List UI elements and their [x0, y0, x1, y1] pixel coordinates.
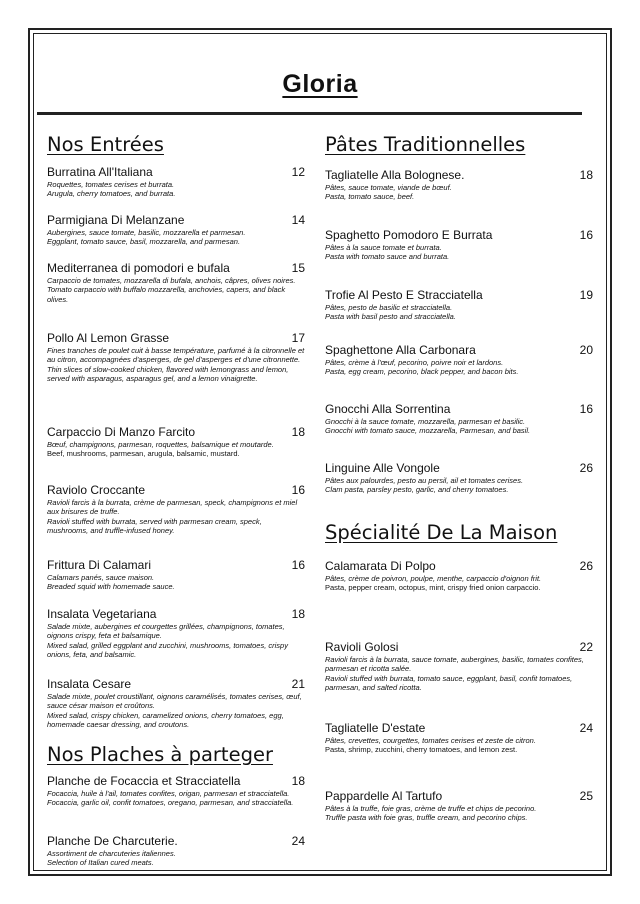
item-description-en: Ravioli stuffed with burrata, tomato sauce, eggplant, basil, confit tomatoes, parmesan, and salted ricotta. [325, 673, 573, 692]
restaurant-title: Gloria [282, 70, 358, 98]
menu-item [325, 461, 593, 495]
item-description-fr: Salade mixte, poulet croustillant, oignons caramélisés, tomates cerises, œuf, sauce césar maison et croûtons. [47, 692, 302, 711]
item-name: Burratina All'Italiana [47, 165, 153, 179]
item-name: Insalata Cesare [47, 677, 132, 691]
item-name: Frittura Di Calamari [47, 558, 152, 572]
item-price: 16 [579, 402, 593, 416]
item-description-en: Pasta, egg cream, pecorino, black pepper, and bacon bits. [325, 367, 519, 377]
item-description-fr: Carpaccio de tomates, mozzarella di bufala, anchois, câpres, olives noires. [47, 276, 296, 285]
pates-list [325, 168, 593, 508]
item-price: 16 [291, 558, 305, 572]
item-price: 17 [291, 331, 305, 345]
item-price: 24 [579, 721, 593, 735]
item-name: Spaghettone Alla Carbonara [325, 343, 476, 357]
item-description-en: Focaccia, garlic oil, confit tomatoes, oregano, parmesan, and stracciatella. [47, 798, 294, 808]
entrees-list [47, 165, 305, 775]
item-name: Spaghetto Pomodoro E Burrata [325, 228, 493, 242]
item-name: Parmigiana Di Melanzane [47, 213, 185, 227]
item-price: 20 [579, 343, 593, 357]
section-pates [325, 133, 593, 157]
menu-item [47, 261, 305, 304]
item-description-fr: Pâtes aux palourdes, pesto au persil, ail et tomates cerises. [325, 476, 524, 485]
item-name: Trofie Al Pesto E Stracciatella [325, 288, 483, 302]
item-name: Ravioli Golosi [325, 640, 399, 654]
item-price: 21 [291, 677, 305, 691]
item-description-fr: Pâtes, crème à l'œuf, pecorino, poivre noir et lardons. [325, 358, 504, 367]
item-description-fr: Pâtes, pesto de basilic et stracciatella. [325, 303, 453, 312]
item-price: 25 [579, 789, 593, 803]
menu-item [325, 789, 593, 823]
item-description-en: Pasta, shrimp, zucchini, cherry tomatoes, and lemon zest. [325, 745, 518, 755]
item-name: Tagliatelle D'estate [325, 721, 426, 735]
menu-item [325, 559, 593, 593]
item-description-en: Breaded squid with homemade sauce. [47, 582, 175, 592]
menu-item [325, 168, 593, 202]
item-name: Planche De Charcuterie. [47, 834, 178, 848]
item-description-en: Ravioli stuffed with burrata, served with parmesan cream, speck, mushrooms, and truffle-infused honey. [47, 516, 262, 535]
menu-item [325, 721, 593, 755]
item-price: 26 [579, 461, 593, 475]
item-name: Raviolo Croccante [47, 483, 146, 497]
item-price: 18 [291, 425, 305, 439]
menu-item [325, 343, 593, 377]
item-description-en: Beef, mushrooms, parmesan, arugula, balsamic, mustard. [47, 449, 240, 459]
item-price: 18 [291, 774, 305, 788]
menu-item [325, 640, 593, 692]
item-description-fr: Fines tranches de poulet cuit à basse température, parfumé à la citronnelle et au citron, accompagnées d'asperges, de gel d'asperges et d'une citronnette. [47, 346, 305, 365]
item-price: 12 [291, 165, 305, 179]
menu-item [47, 607, 305, 659]
item-description-fr: Bœuf, champignons, parmesan, roquettes, balsamique et moutarde. [47, 440, 274, 449]
item-description-en: Clam pasta, parsley pesto, garlic, and cherry tomatoes. [325, 485, 509, 495]
menu-item [47, 677, 305, 729]
item-price: 18 [291, 607, 305, 621]
item-name: Linguine Alle Vongole [325, 461, 440, 475]
item-price: 18 [579, 168, 593, 182]
title-divider [37, 112, 582, 115]
planches-list [47, 774, 305, 874]
item-price: 14 [291, 213, 305, 227]
section-title-entrees: Nos Entrées [47, 133, 164, 156]
section-specialites [325, 521, 593, 545]
menu-item [47, 213, 305, 247]
item-description-fr: Pâtes, sauce tomate, viande de bœuf. [325, 183, 452, 192]
section-title-specialites: Spécialité De La Maison [325, 521, 558, 544]
item-description-en: Pasta, pepper cream, octopus, mint, crispy fried onion carpaccio. [325, 583, 541, 593]
item-price: 22 [579, 640, 593, 654]
item-description-fr: Focaccia, huile à l'ail, tomates confites, origan, parmesan et stracciatella. [47, 789, 290, 798]
section-title-pates: Pâtes Traditionnelles [325, 133, 526, 156]
item-description-fr: Salade mixte, aubergines et courgettes grillées, champignons, tomates, oignons crispy, feta et balsamique. [47, 622, 285, 641]
item-description-fr: Ravioli farcis à la burrata, crème de parmesan, speck, champignons et miel aux brisures de truffe. [47, 498, 298, 517]
menu-item [325, 402, 593, 436]
item-description-en: Gnocchi with tomato sauce, mozzarella, Parmesan, and basil. [325, 426, 531, 436]
section-planches [47, 743, 305, 767]
item-description-fr: Gnocchi à la sauce tomate, mozzarella, parmesan et basilic. [325, 417, 526, 426]
menu-item [47, 331, 305, 383]
menu-item [47, 165, 305, 199]
item-price: 15 [291, 261, 305, 275]
item-name: Insalata Vegetariana [47, 607, 157, 621]
item-description-en: Pasta with basil pesto and stracciatella. [325, 312, 456, 322]
item-price: 16 [291, 483, 305, 497]
menu-item [47, 425, 305, 459]
item-price: 24 [291, 834, 305, 848]
item-description-fr: Pâtes, crevettes, courgettes, tomates cerises et zeste de citron. [325, 736, 536, 745]
item-description-en: Mixed salad, grilled eggplant and zucchini, mushrooms, tomatoes, crispy onions, feta, and balsamic. [47, 640, 288, 659]
item-price: 16 [579, 228, 593, 242]
menu-item [325, 288, 593, 322]
item-name: Calamarata Di Polpo [325, 559, 436, 573]
item-description-en: Eggplant, tomato sauce, basil, mozzarella, and parmesan. [47, 237, 241, 247]
item-price: 26 [579, 559, 593, 573]
item-name: Gnocchi Alla Sorrentina [325, 402, 451, 416]
menu-item [47, 558, 305, 592]
item-description-en: Thin slices of slow-cooked chicken, flavored with lemongrass and lemon, served with asparagus, asparagus gel, and a lemon vinaigrette. [47, 364, 289, 383]
item-description-fr: Pâtes, crème de poivron, poulpe, menthe, carpaccio d'oignon frit. [325, 574, 542, 583]
item-description-fr: Ravioli farcis à la burrata, sauce tomate, aubergines, basilic, tomates confites, parmesan et ricotta salée. [325, 655, 584, 674]
item-description-en: Arugula, cherry tomatoes, and burrata. [47, 189, 176, 199]
item-name: Carpaccio Di Manzo Farcito [47, 425, 196, 439]
menu-item [47, 834, 305, 868]
item-description-en: Pasta with tomato sauce and burrata. [325, 252, 450, 262]
menu-item [325, 228, 593, 262]
item-name: Pollo Al Lemon Grasse [47, 331, 170, 345]
item-description-en: Mixed salad, crispy chicken, caramelized onions, cherry tomatoes, egg, homemade caesar dressing, and croutons. [47, 710, 284, 729]
item-description-en: Truffle pasta with foie gras, truffle cream, and pecorino chips. [325, 813, 528, 823]
item-description-fr: Calamars panés, sauce maison. [47, 573, 155, 582]
menu-item [47, 483, 305, 535]
menu-item [47, 774, 305, 808]
item-description-fr: Pâtes à la sauce tomate et burrata. [325, 243, 442, 252]
item-description-en: Tomato carpaccio with buffalo mozzarella, anchovies, capers, and black olives. [47, 285, 286, 304]
item-description-fr: Aubergines, sauce tomate, basilic, mozzarella et parmesan. [47, 228, 246, 237]
item-name: Pappardelle Al Tartufo [325, 789, 443, 803]
section-title-planches: Nos Plaches à parteger [47, 743, 273, 766]
section-entrees [47, 133, 305, 157]
specialites-list [325, 559, 593, 859]
item-name: Tagliatelle Alla Bolognese. [325, 168, 465, 182]
item-name: Mediterranea di pomodori e bufala [47, 261, 230, 275]
item-description-en: Selection of Italian cured meats. [47, 858, 154, 868]
item-price: 19 [579, 288, 593, 302]
item-description-fr: Pâtes à la truffe, foie gras, crème de truffe et chips de pecorino. [325, 804, 537, 813]
item-description-fr: Assortiment de charcuteries italiennes. [47, 849, 176, 858]
item-description-en: Pasta, tomato sauce, beef. [325, 192, 415, 202]
item-name: Planche de Focaccia et Stracciatella [47, 774, 241, 788]
item-description-fr: Roquettes, tomates cerises et burrata. [47, 180, 175, 189]
